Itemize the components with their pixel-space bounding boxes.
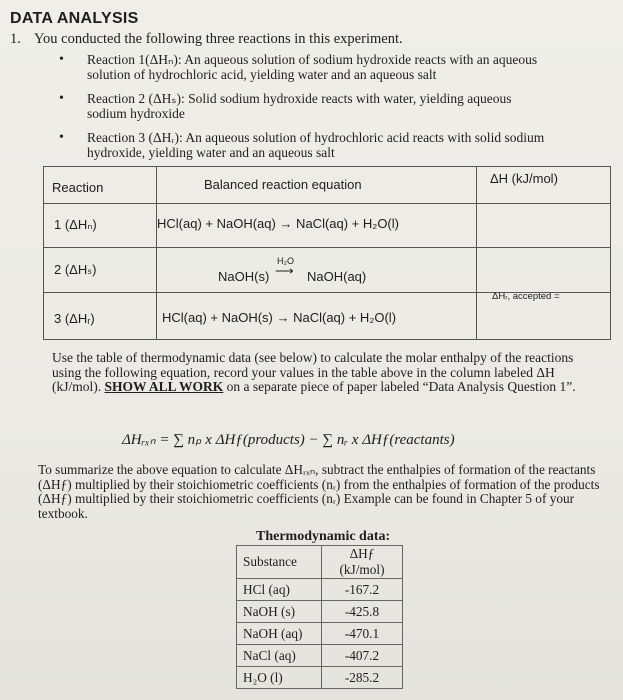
bullet-dot: • (59, 91, 64, 106)
reaction-bullet-3 (55, 130, 610, 160)
instructions-emphasis: SHOW ALL WORK (104, 379, 224, 395)
bullet-line: Reaction 2 (ΔHₛ): Solid sodium hydroxide reacts with water, yielding aqueous (87, 91, 512, 106)
bullet-line: sodium hydroxide (87, 106, 185, 121)
thermo-header-substance: Substance (237, 546, 322, 579)
dh-input-cell[interactable] (477, 248, 609, 291)
substance-name: NaCl (aq) (237, 645, 322, 667)
bullet-dot: • (59, 130, 64, 145)
substance-name: H₂O (l) (237, 667, 322, 689)
header-dh: ΔH (kJ/mol) (490, 171, 558, 186)
bullet-line: solution of hydrochloric acid, yielding water and an aqueous salt (87, 67, 437, 82)
header-reaction: Reaction (52, 180, 104, 195)
instructions-text: Use the table of thermodynamic data (see below) to calculate the molar enthalpy of the reactions using the following equation, record your values in the table above in the column labeled ΔH (kJ/mol). (52, 350, 574, 395)
bullet-dot: • (59, 52, 64, 67)
arrow-label: H₂O (277, 256, 294, 266)
enthalpy-equation: ΔHᵣₓₙ = ∑ nₚ x ΔHƒ(products) − ∑ nᵣ x ΔHƒ(reactants) (122, 432, 455, 448)
bullet-line: Reaction 1(ΔHₙ): An aqueous solution of sodium hydroxide reacts with an aqueous (87, 52, 538, 67)
table-row (44, 203, 610, 248)
substance-dhf: -167.2 (322, 579, 403, 601)
instructions-paragraph (52, 351, 592, 395)
thermo-header-dhf: ΔHƒ (kJ/mol) (322, 546, 403, 579)
thermo-title: Thermodynamic data: (256, 529, 391, 544)
substance-name: NaOH (aq) (237, 623, 322, 645)
substance-dhf: -285.2 (322, 667, 403, 689)
table-row (237, 645, 403, 667)
substance-name: NaOH (s) (237, 601, 322, 623)
bullet-line: hydroxide, yielding water and an aqueous salt (87, 145, 335, 160)
table-row (44, 248, 610, 293)
substance-dhf: -470.1 (322, 623, 403, 645)
substance-dhf: -425.8 (322, 601, 403, 623)
dh-input-cell[interactable] (477, 203, 609, 246)
reaction-equation-left: NaOH(s) (218, 269, 270, 284)
dh-accepted-label: ΔHᵣ, accepted = (492, 291, 560, 302)
thermo-header-row (237, 546, 403, 579)
thermo-table (236, 545, 403, 689)
table-row (44, 293, 610, 338)
page-heading: DATA ANALYSIS (10, 10, 139, 27)
substance-name: HCl (aq) (237, 579, 322, 601)
question-1 (10, 31, 403, 48)
reaction-equation: HCl(aq) + NaOH(s) → NaCl(aq) + H₂O(l) (162, 310, 397, 325)
question-number: 1. (10, 31, 21, 47)
reaction-label: 1 (ΔHₙ) (54, 217, 97, 232)
question-text: You conducted the following three reactions in this experiment. (34, 31, 403, 47)
reaction-bullet-2 (55, 91, 610, 121)
reaction-bullet-1 (55, 52, 610, 82)
reaction-equation-right: NaOH(aq) (307, 269, 367, 284)
reaction-arrow: ⟶ (275, 263, 294, 278)
table-header-row (44, 167, 610, 204)
reaction-list (55, 52, 610, 169)
header-equation: Balanced reaction equation (204, 177, 362, 192)
table-row (237, 579, 403, 601)
reaction-label: 3 (ΔHᵣ) (54, 311, 95, 326)
reaction-equation: HCl(aq) + NaOH(aq) → NaCl(aq) + H₂O(l) (157, 216, 399, 231)
instructions-text-end: on a separate piece of paper labeled “Data Analysis Question 1”. (223, 379, 576, 395)
reaction-table (43, 166, 611, 340)
bullet-line: Reaction 3 (ΔHᵣ): An aqueous solution of hydrochloric acid reacts with solid sodium (87, 130, 545, 145)
table-row (237, 623, 403, 645)
table-row (237, 601, 403, 623)
reaction-label: 2 (ΔHₛ) (54, 262, 97, 277)
summary-paragraph: To summarize the above equation to calculate ΔHᵣₓₙ, subtract the enthalpies of formation of the reactants (ΔHƒ) multiplied by their stoichiometric coefficients (nᵣ) from the enthalpies of formation of the products (ΔHƒ) multiplied by their stoichiometric coefficients (nᵣ) Example can be found in Chapter 5 of your textbook. (38, 462, 600, 521)
table-row (237, 667, 403, 689)
substance-dhf: -407.2 (322, 645, 403, 667)
